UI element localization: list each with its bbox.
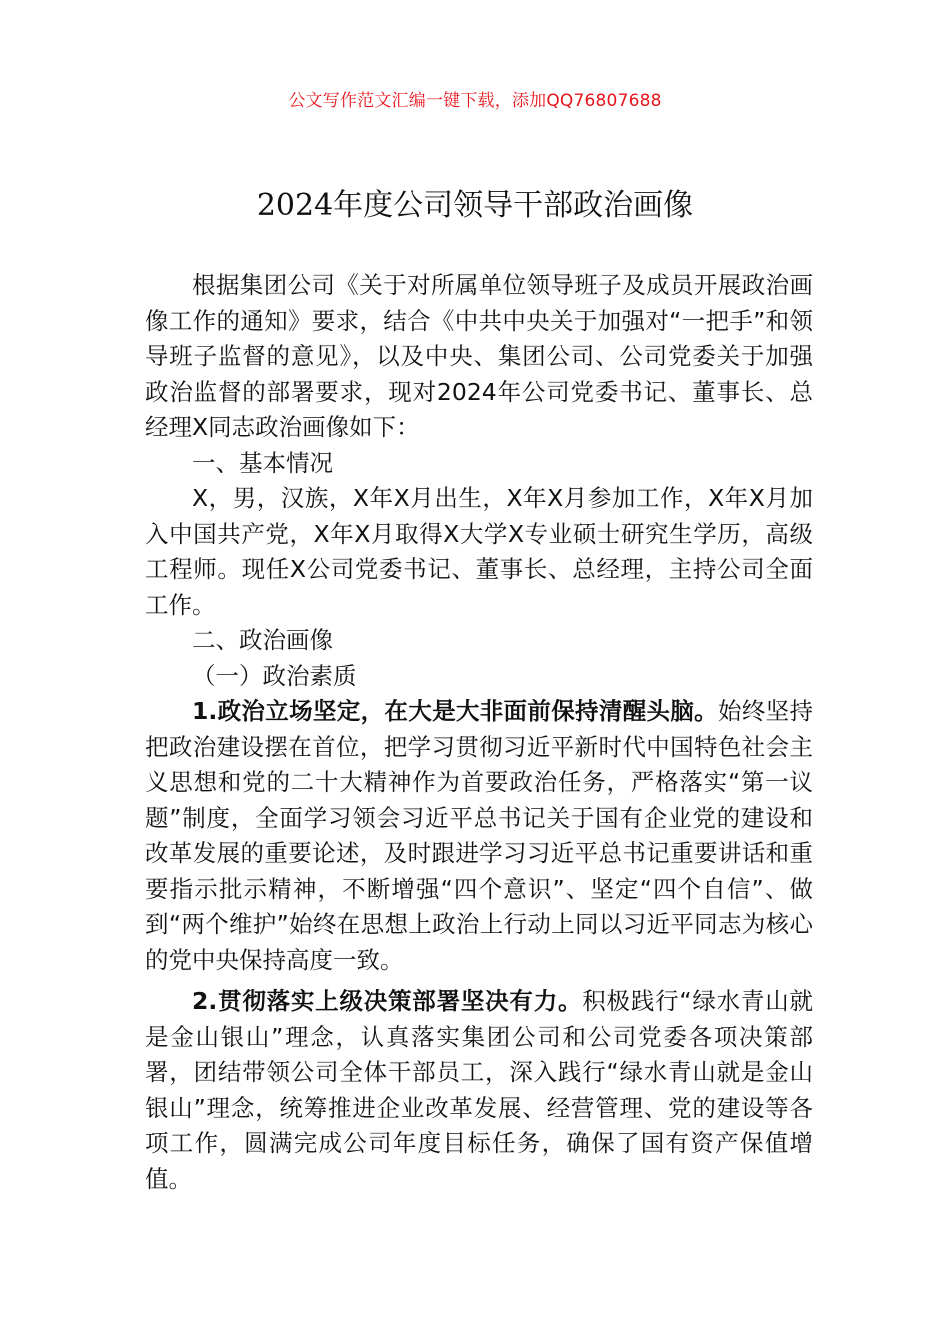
document-body xyxy=(145,268,813,1197)
point-2-paragraph xyxy=(145,984,813,1197)
section-heading-political-portrait: 二、政治画像 xyxy=(192,626,333,654)
point-1-body: 始终坚持把政治建设摆在首位，把学习贯彻习近平新时代中国特色社会主义思想和党的二十大精神作为首要政治任务，严格落实“第一议题”制度，全面学习领会习近平总书记关于国有企业党的建设和改革发展的重要论述，及时跟进学习习近平总书记重要讲话和重要指示批示精神，不断增强“四个意识”、坚定“四个自信”、做到“两个维护”始终在思想上政治上行动上同以习近平同志为核心的党中央保持高度一致。 xyxy=(145,697,814,974)
point-2-lead: 2.贯彻落实上级决策部署坚决有力。 xyxy=(192,987,583,1015)
subsection-heading-political-quality: （一）政治素质 xyxy=(192,661,357,690)
intro-paragraph: 根据集团公司《关于对所属单位领导班子及成员开展政治画像工作的通知》要求，结合《中共中央关于加强对“一把手”和领导班子监督的意见》，以及中央、集团公司、公司党委关于加强政治监督的部署要求，现对2024年公司党委书记、董事长、总经理X同志政治画像如下： xyxy=(145,271,813,441)
basic-info-paragraph: X，男，汉族，X年X月出生，X年X月参加工作，X年X月加入中国共产党，X年X月取得X大学X专业硕士研究生学历，高级工程师。现任X公司党委书记、董事长、总经理，主持公司全面工作。 xyxy=(145,484,813,619)
point-1-paragraph xyxy=(145,694,813,978)
section-heading-basic-info: 一、基本情况 xyxy=(192,448,333,477)
document-title: 2024年度公司领导干部政治画像 xyxy=(256,188,694,223)
point-1-lead: 1.政治立场坚定，在大是大非面前保持清醒头脑。 xyxy=(192,697,719,725)
promo-banner: 公文写作范文汇编一键下载，添加QQ76807688 xyxy=(288,91,662,111)
point-2-body: 积极践行“绿水青山就是金山银山”理念，认真落实集团公司和公司党委各项决策部署，团结带领公司全体干部员工，深入践行“绿水青山就是金山银山”理念，统筹推进企业改革发展、经营管理、党的建设等各项工作，圆满完成公司年度目标任务，确保了国有资产保值增值。 xyxy=(145,987,813,1193)
